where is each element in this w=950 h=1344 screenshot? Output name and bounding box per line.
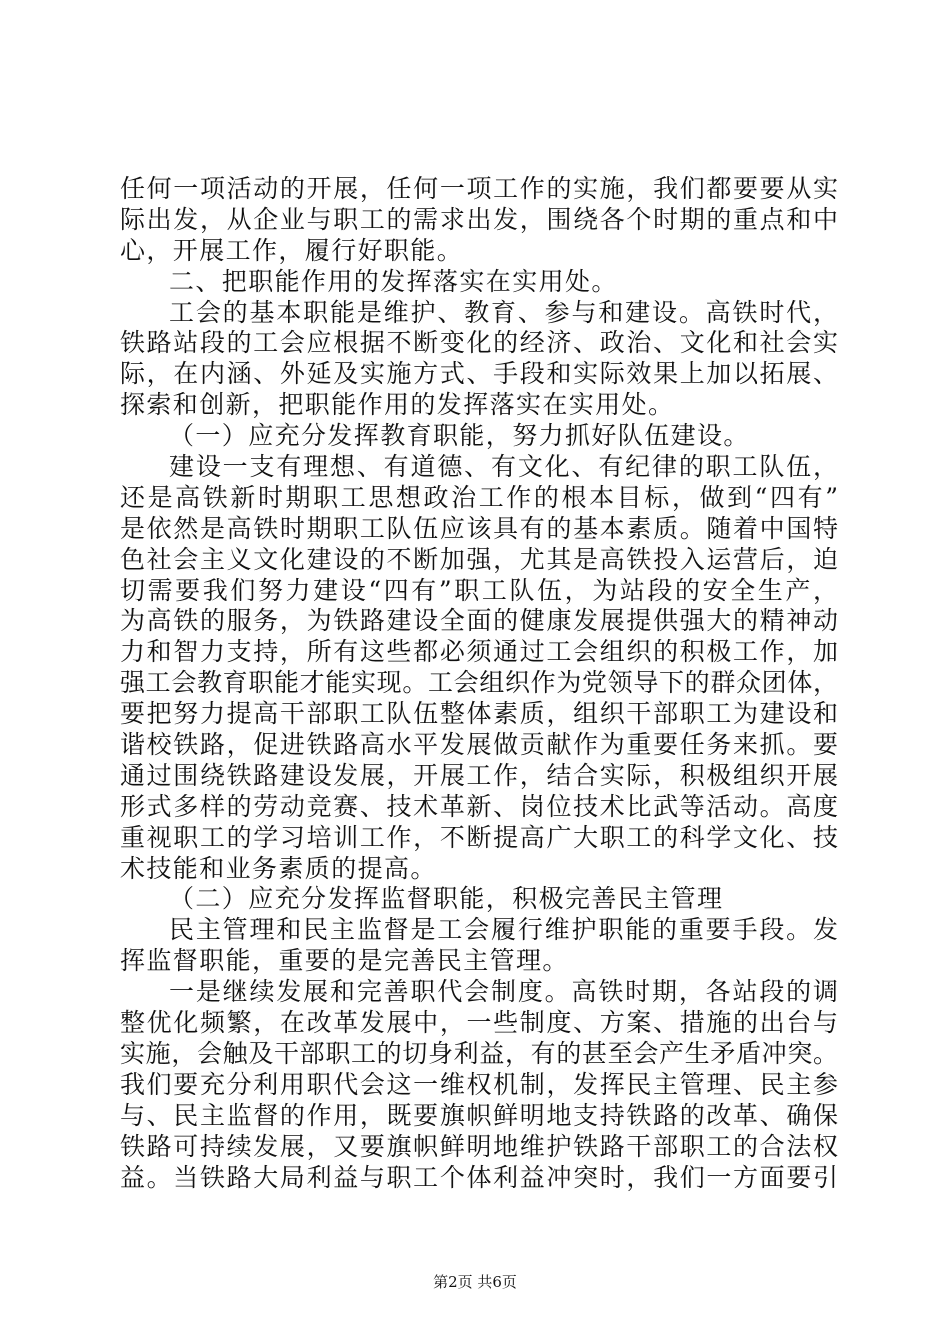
text-line: 整优化频繁，在改革发展中，一些制度、方案、措施的出台与	[120, 1008, 838, 1038]
text-line: 术技能和业务素质的提高。	[120, 853, 437, 883]
text-line: 形式多样的劳动竞赛、技术革新、岗位技术比武等活动。高度	[120, 791, 838, 821]
text-line: 是依然是高铁时期职工队伍应该具有的基本素质。随着中国特	[120, 513, 838, 543]
text-line: 通过围绕铁路建设发展，开展工作，结合实际，积极组织开展	[120, 760, 838, 790]
text-line: 切需要我们努力建设“四有”职工队伍，为站段的安全生产，	[120, 575, 838, 605]
text-line: 心，开展工作，履行好职能。	[120, 235, 464, 265]
text-line: 为高铁的服务，为铁路建设全面的健康发展提供强大的精神动	[120, 606, 838, 636]
text-line: 益。当铁路大局利益与职工个体利益冲突时，我们一方面要引	[120, 1162, 838, 1192]
text-line: 建设一支有理想、有道德、有文化、有纪律的职工队伍，	[169, 452, 838, 482]
text-line: 铁路可持续发展，又要旗帜鲜明地维护铁路干部职工的合法权	[120, 1131, 838, 1161]
text-line: 一是继续发展和完善职代会制度。高铁时期，各站段的调	[169, 977, 838, 1007]
text-line: 民主管理和民主监督是工会履行维护职能的重要手段。发	[169, 915, 838, 945]
text-line: 我们要充分利用职代会这一维权机制，发挥民主管理、民主参	[120, 1069, 838, 1099]
text-line: 铁路站段的工会应根据不断变化的经济、政治、文化和社会实	[120, 328, 838, 358]
text-line: 际，在内涵、外延及实施方式、手段和实际效果上加以拓展、	[120, 359, 838, 389]
body-text	[120, 174, 838, 1193]
text-line: 强工会教育职能才能实现。工会组织作为党领导下的群众团体，	[120, 668, 838, 698]
text-line: 挥监督职能，重要的是完善民主管理。	[120, 946, 569, 976]
text-line: 要把努力提高干部职工队伍整体素质，组织干部职工为建设和	[120, 699, 838, 729]
text-line: 工会的基本职能是维护、教育、参与和建设。高铁时代，	[169, 297, 838, 327]
text-line: 还是高铁新时期职工思想政治工作的根本目标，做到“四有”	[120, 482, 838, 512]
text-line: 探索和创新，把职能作用的发挥落实在实用处。	[120, 390, 675, 420]
text-line: 重视职工的学习培训工作，不断提高广大职工的科学文化、技	[120, 822, 838, 852]
subsection-heading: （一）应充分发挥教育职能，努力抓好队伍建设。	[169, 421, 750, 451]
text-line: 任何一项活动的开展，任何一项工作的实施，我们都要要从实	[120, 174, 838, 203]
text-line: 实施，会触及干部职工的切身利益，有的甚至会产生矛盾冲突。	[120, 1038, 838, 1068]
page-number: 第2页 共6页	[433, 1273, 517, 1291]
text-line: 力和智力支持，所有这些都必须通过工会组织的积极工作，加	[120, 637, 838, 667]
section-heading: 二、把职能作用的发挥落实在实用处。	[169, 266, 618, 296]
text-line: 色社会主义文化建设的不断加强，尤其是高铁投入运营后，迫	[120, 544, 838, 574]
text-line: 际出发，从企业与职工的需求出发，围绕各个时期的重点和中	[120, 204, 838, 234]
text-line: 与、民主监督的作用，既要旗帜鲜明地支持铁路的改革、确保	[120, 1100, 838, 1130]
text-line: 谐校铁路，促进铁路高水平发展做贡献作为重要任务来抓。要	[120, 730, 838, 760]
subsection-heading: （二）应充分发挥监督职能，积极完善民主管理	[169, 884, 724, 914]
